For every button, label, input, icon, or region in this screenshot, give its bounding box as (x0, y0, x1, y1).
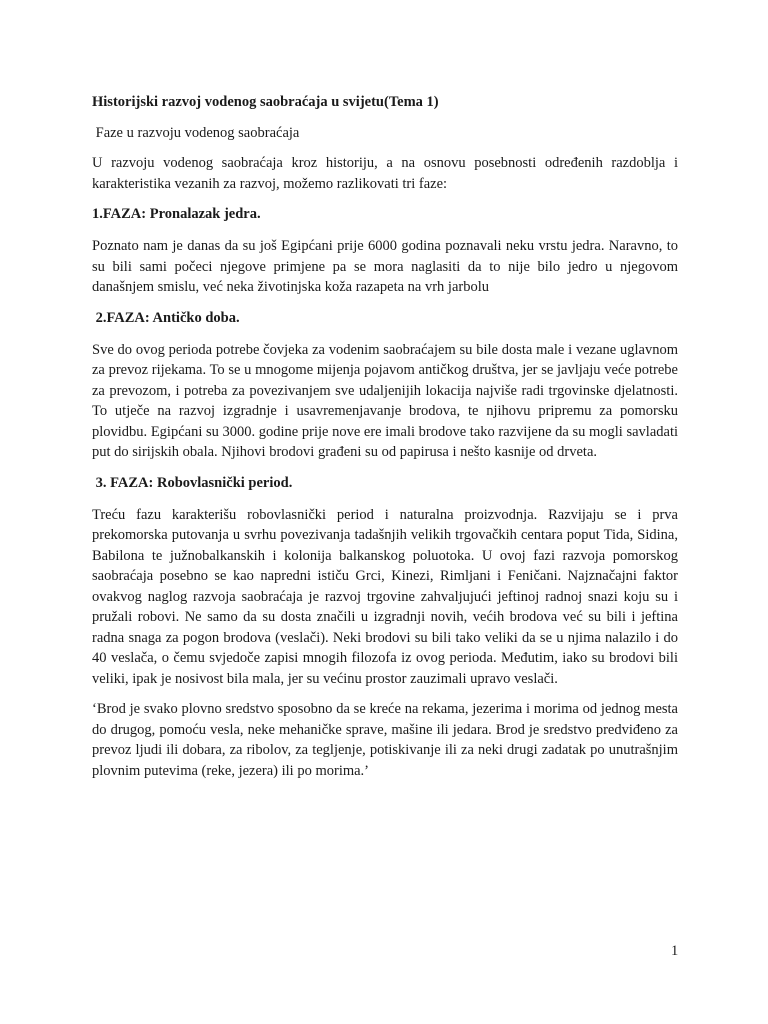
document-page (92, 92, 678, 791)
section-heading-faza-1: 1.FAZA: Pronalazak jedra. (92, 206, 261, 222)
section-text-faza-3: Treću fazu karakterišu robovlasnički period i naturalna proizvodnja. Razvijaju se i prva prekomorska putovanja u svrhu povezivanja tadašnjih velikih trgovačkih centara poput Tida, Sidina, Babilona te južnobalkanskih i kolonija balkanskog poluotoka. U ovoj fazi razvoja pomorskog saobraćaja posebno se kao napredni ističu Grci, Kinezi, Rimljani i Feničani. Najznačajni faktor ovakvog naglog razvoja saobraćaja je razvoj trgovine zahvaljujući jeftinoj radnoj snazi koju su i pružali robovi. Ne samo da su dosta značili u izgradnji novih, većih brodova već su bili i jeftina radna snaga za pogon brodova (veslači). Neki brodovi su bili tako veliki da se u njima nalazilo i do 40 veslača, o čemu svjedoče zapisi mnogih filozofa iz ovog perioda. Međutim, iako su brodovi bili veliki, ipak je nosivost bila mala, jer su većinu prostor zauzimali upravo veslači. (92, 506, 678, 687)
document-subtitle: Faze u razvoju vodenog saobraćaja (92, 125, 300, 141)
section-text-faza-1: Poznato nam je danas da su još Egipćani prije 6000 godina poznavali neku vrstu jedra. Naravno, to su bili sami počeci njegove primjene pa se mora naglasiti da to nije bilo jedro u njegovom današnjem smislu, već neka životinjska koža razapeta na vrh jarbolu (92, 238, 678, 295)
page-number: 1 (671, 943, 679, 959)
section-text-faza-2: Sve do ovog perioda potrebe čovjeka za vodenim saobraćajem su bile dosta male i vezane uglavnom za prevoz rijekama. To se u mnogome mijenja pojavom antičkog društva, jer se javljaju veće potrebe za prevozom, i potreba za povezivanjem sve udaljenijih lokacija najviše radi trgovinske djelatnosti. To utječe na razvoj izgradnje i usavremenjavanje brodova, te njihovu pripremu za pomorsku plovidbu. Egipćani su 3000. godine prije nove ere imali brodove tako razvijene da su mogli savladati put do sirijskih obala. Njihovi brodovi građeni su od papirusa i nešto kasnije od drveta. (92, 341, 678, 460)
quote-paragraph: ‘Brod je svako plovno sredstvo sposobno da se kreće na rekama, jezerima i morima od jednog mesta do drugog, pomoću vesla, neke mehaničke sprave, mašine ili jedara. Brod je sredstvo predviđeno za prevoz ljudi ili dobara, za ribolov, za tegljenje, potiskivanje ili za neki drugi zadatak po unutrašnjim plovnim putevima (reke, jezera) ili po morima.’ (92, 701, 678, 779)
intro-paragraph: U razvoju vodenog saobraćaja kroz historiju, a na osnovu posebnosti određenih razdoblja i karakteristika vezanih za razvoj, možemo razlikovati tri faze: (92, 155, 678, 192)
document-title: Historijski razvoj vodenog saobraćaja u svijetu(Tema 1) (92, 94, 439, 110)
section-heading-faza-3: 3. FAZA: Robovlasnički period. (92, 474, 293, 491)
section-heading-faza-2: 2.FAZA: Antičko doba. (92, 309, 240, 326)
